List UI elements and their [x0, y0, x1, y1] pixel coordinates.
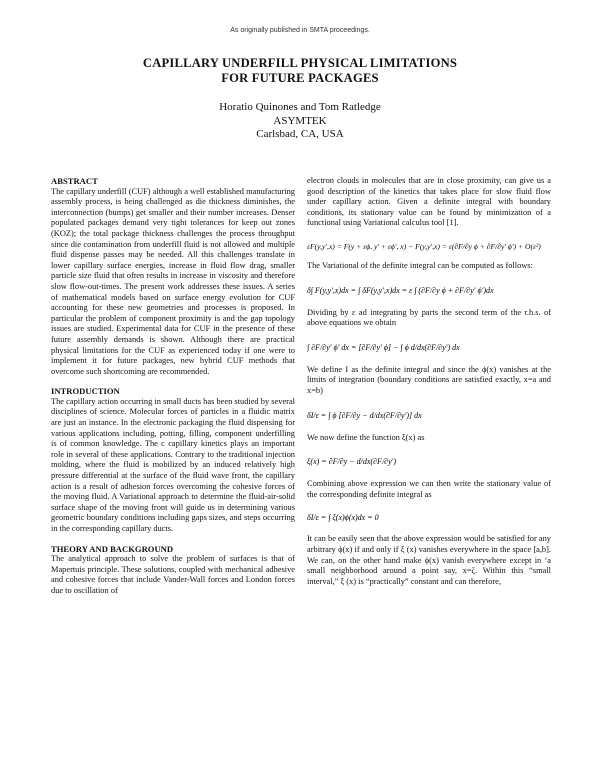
- right-paragraph-1: electron clouds in molecules that are in close proximity, can give us a good description of the kinetics that takes place for slow fluid flow under capillary action. Given a definite integral with boundary conditions, its stationary value can be found by minimization of a functional using Variational calculus tool [1].: [307, 176, 551, 228]
- abstract-body: The capillary underfill (CUF) although a well established manufacturing assembly process, is being challenged as die thickness diminishes, the interconnection (bumps) get smaller and their number increases. Denser populated packages demand very tight tolerances for keep out zones (KOZ); the total package thickness challenges the process throughput since die contamination from underfill fluid is not allowed and multiple fluid dispense passes may be needed. All this challenges translate in lower capillary surface energies, increase in fluid flow drag, smaller particle size fluid that often results in increase in viscosity and therefore slow flow-out-times. The present work addresses these issues. A series of mathematical models based on surface energy evolution for CUF accounting for these new geometries and processes is proposed. In particular the problem of component proximity is and the gap topology issues are studied. Experimental data for CUF in the presence of these future assembly demands is shown. Although there are practical physical limitations for the CUF as experienced today if one were to implement it for future packages, new hybrid CUF methods that overcome such shortcoming are recommended.: [51, 186, 295, 376]
- author-affiliation: ASYMTEK: [273, 114, 327, 127]
- theory-body: The analytical approach to solve the problem of surfaces is that of Mapertuis principle. These solutions, coupled with mechanical adhesive and cohesive forces that include Vander-Wall forces and London forces due to oscillation of: [51, 554, 295, 595]
- title-line-1: CAPILLARY UNDERFILL PHYSICAL LIMITATIONS: [142, 56, 458, 70]
- equation-4: [307, 403, 551, 427]
- right-paragraph-7: It can be easily seen that the above expression would be satisfied for any arbitrary ϕ(x) if and only if ξ (x) vanishes everywhere in the space [a,b]. We can, on the other hand make ϕ(x) vanish everywhere except in ‘a small neighborhood around a point say, x=ζ. Within this “small interval,” ξ (x) is “practically” constant and can therefore,: [307, 534, 551, 586]
- equation-5: [307, 449, 551, 473]
- equation-2-text: δ∫ F(y,y′,x)dx = ∫ δF(y,y′,x)dx = ε ∫ (∂F/∂y ϕ + ∂F/∂y′ ϕ′)dx: [307, 285, 494, 295]
- right-paragraph-3: Dividing by ε ad integrating by parts the second term of the r.h.s. of above equations we obtain: [307, 307, 551, 328]
- theory-heading: THEORY AND BACKGROUND: [51, 543, 174, 554]
- author-block: [0, 101, 600, 142]
- equation-1-text: εF(y,y′,x) = F(y + εϕ, y′ + εϕ′, x) − F(y,y′,x) = ε(∂F/∂y ϕ + ∂F/∂y′ ϕ′) + O(ε²): [307, 241, 541, 251]
- right-paragraph-2: The Variational of the definite integral can be computed as follows:: [307, 260, 533, 270]
- right-column: [307, 176, 551, 587]
- equation-4-text: δI/ε = ∫ ϕ [∂F/∂y − d/dx(∂F/∂y′)] dx: [307, 410, 422, 420]
- right-paragraph-4: We define I as the definite integral and since the ϕ(x) vanishes at the limits of integration (boundary conditions are satisfied exactly, x=a and x=b): [307, 364, 551, 395]
- right-paragraph-5: We now define the function ξ(x) as: [307, 432, 425, 442]
- author-names: Horatio Quinones and Tom Ratledge: [219, 101, 381, 113]
- equation-6-text: δI/ε = ∫ ξ(x)ϕ(x)dx = 0: [307, 513, 379, 523]
- introduction-heading: INTRODUCTION: [51, 386, 120, 397]
- equation-3-text: ∫ ∂F/∂y′ ϕ′ dx = [∂F/∂y′ ϕ] − ∫ ϕ d/dx(∂F/∂y′) dx: [307, 342, 460, 352]
- introduction-body: The capillary action occurring in small ducts has been studied by several disciplines of science. Molecular forces of particles in a fluidic matrix are just an instance. In the electronic packaging the fluid dispensing for various applications including, potting, filling, component underfilling is of common knowledge. The c capillary kinetics plays an important role in several of these applications. Contrary to the traditional injection molding, where the fluid is mobilized by an induced relatively high pressure differential at the surface of the fluid wave front, the capillary action is a result of adhesion forces overcoming the cohesive forces of the moving fluid. A Variational approach to determine the fluid-air-solid surface shape of the moving front will guide us in determining various geometric boundary conditions including gaps sizes, and steps occurring in the corresponding capillary ducts.: [51, 396, 295, 533]
- publication-note: As originally published in SMTA proceedings.: [230, 27, 370, 34]
- equation-3: [307, 335, 551, 359]
- paper-title: [0, 56, 600, 86]
- abstract-heading: ABSTRACT: [51, 176, 98, 186]
- equation-2: [307, 278, 551, 302]
- title-line-2: FOR FUTURE PACKAGES: [221, 71, 379, 85]
- equation-6: [307, 506, 551, 528]
- equation-1: [307, 235, 551, 255]
- author-location: Carlsbad, CA, USA: [256, 128, 344, 140]
- right-paragraph-6: Combining above expression we can then write the stationary value of the corresponding definite integral as: [307, 479, 551, 499]
- equation-5-text: ξ(x) = ∂F/∂y − d/dx(∂F/∂y′): [307, 457, 397, 467]
- left-column: [51, 176, 295, 597]
